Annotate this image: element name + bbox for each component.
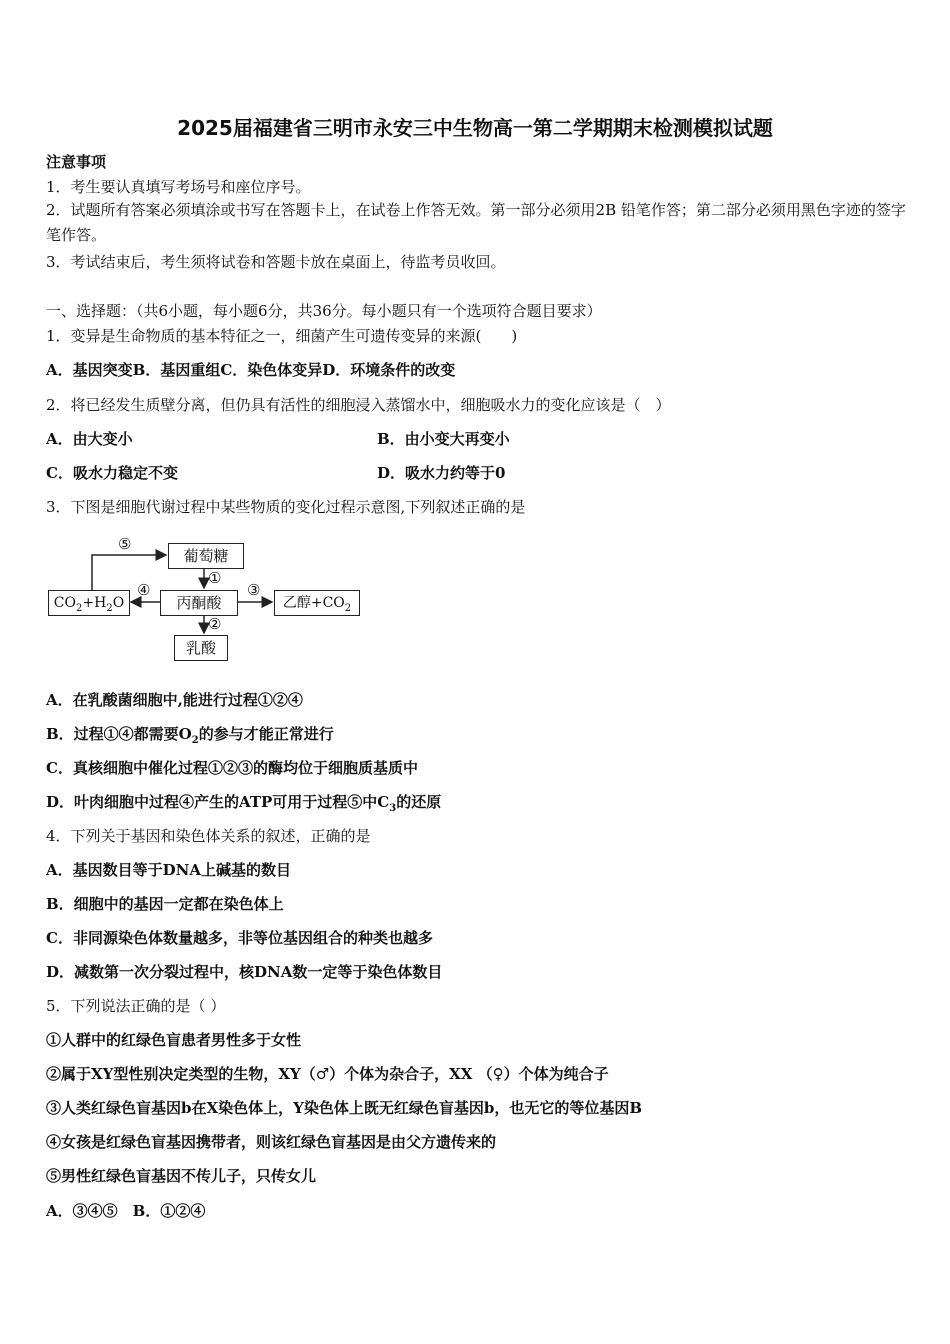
notice-item-1: 1．考生要认真填写考场号和座位序号。 bbox=[46, 178, 311, 196]
step-5-label: ⑤ bbox=[118, 535, 132, 553]
q4-stem: 4．下列关于基因和染色体关系的叙述，正确的是 bbox=[46, 827, 371, 845]
section-heading: 一、选择题：（共6小题，每小题6分，共36分。每小题只有一个选项符合题目要求） bbox=[46, 302, 602, 320]
q3-option-c: C．真核细胞中催化过程①②③的酶均位于细胞质基质中 bbox=[46, 759, 418, 777]
q2-option-a: A．由大变小 bbox=[46, 430, 133, 448]
q4-option-b: B．细胞中的基因一定都在染色体上 bbox=[46, 895, 284, 913]
q3-stem: 3．下图是细胞代谢过程中某些物质的变化过程示意图,下列叙述正确的是 bbox=[46, 498, 526, 516]
page-title: 2025届福建省三明市永安三中生物高一第二学期期末检测模拟试题 bbox=[177, 116, 773, 140]
notice-item-3: 3．考试结束后，考生须将试卷和答题卡放在桌面上，待监考员收回。 bbox=[46, 253, 506, 271]
q4-option-c: C．非同源染色体数量越多，非等位基因组合的种类也越多 bbox=[46, 929, 433, 947]
q2-option-d: D．吸水力约等于0 bbox=[377, 464, 506, 482]
q5-statement-4: ④女孩是红绿色盲基因携带者，则该红绿色盲基因是由父方遗传来的 bbox=[46, 1133, 497, 1151]
q5-statement-2: ②属于XY型性别决定类型的生物，XY（♂）个体为杂合子，XX （♀）个体为纯合子 bbox=[46, 1065, 609, 1083]
notice-item-2: 2．试题所有答案必须填涂或书写在答题卡上，在试卷上作答无效。第一部分必须用2B 铅笔作答；第二部分必须用黑色字迹的签字笔作答。 bbox=[46, 201, 906, 244]
ethanol-co2-box: 乙醇$+CO_2$ bbox=[274, 590, 360, 616]
glucose-box: 葡萄糖 bbox=[168, 543, 244, 569]
q2-option-c: C．吸水力稳定不变 bbox=[46, 464, 178, 482]
q5-statement-3: ③人类红绿色盲基因b在X染色体上，Y染色体上既无红绿色盲基因b，也无它的等位基因B bbox=[46, 1099, 643, 1117]
q1-stem: 1．变异是生命物质的基本特征之一，细菌产生可遗传变异的来源( ) bbox=[46, 327, 518, 345]
q2-stem: 2．将已经发生质壁分离，但仍具有活性的细胞浸入蒸馏水中，细胞吸水力的变化应该是（ ） bbox=[46, 396, 671, 414]
q3-option-a: A．在乳酸菌细胞中,能进行过程①②④ bbox=[46, 691, 303, 709]
q5-stem: 5．下列说法正确的是（ ） bbox=[46, 997, 226, 1015]
q5-statement-5: ⑤男性红绿色盲基因不传儿子，只传女儿 bbox=[46, 1167, 317, 1185]
lactate-box: 乳酸 bbox=[174, 635, 228, 661]
q5-statement-1: ①人群中的红绿色盲患者男性多于女性 bbox=[46, 1031, 302, 1049]
step-3-label: ③ bbox=[247, 581, 261, 599]
co2-h2o-box: $CO_2+H_2O$ bbox=[48, 590, 130, 616]
notice-heading: 注意事项 bbox=[46, 153, 107, 171]
q4-option-d: D．减数第一次分裂过程中，核DNA数一定等于染色体数目 bbox=[46, 963, 443, 981]
step-4-label: ④ bbox=[137, 581, 151, 599]
q3-option-b: B．过程①④都需要$O_2$的参与才能正常进行 bbox=[46, 725, 334, 746]
q2-option-b: B．由小变大再变小 bbox=[377, 430, 510, 448]
step-1-label: ① bbox=[208, 569, 222, 587]
metabolism-diagram bbox=[44, 533, 374, 665]
pyruvate-box: 丙酮酸 bbox=[160, 590, 238, 616]
q1-options: A．基因突变B．基因重组C．染色体变异D．环境条件的改变 bbox=[46, 361, 456, 379]
q3-option-d: D．叶肉细胞中过程④产生的ATP可用于过程⑤中$C_3$的还原 bbox=[46, 793, 442, 814]
q4-option-a: A．基因数目等于DNA上碱基的数目 bbox=[46, 861, 291, 879]
step-2-label: ② bbox=[208, 615, 222, 633]
q5-options: A．③④⑤ B．①②④ bbox=[46, 1202, 206, 1220]
